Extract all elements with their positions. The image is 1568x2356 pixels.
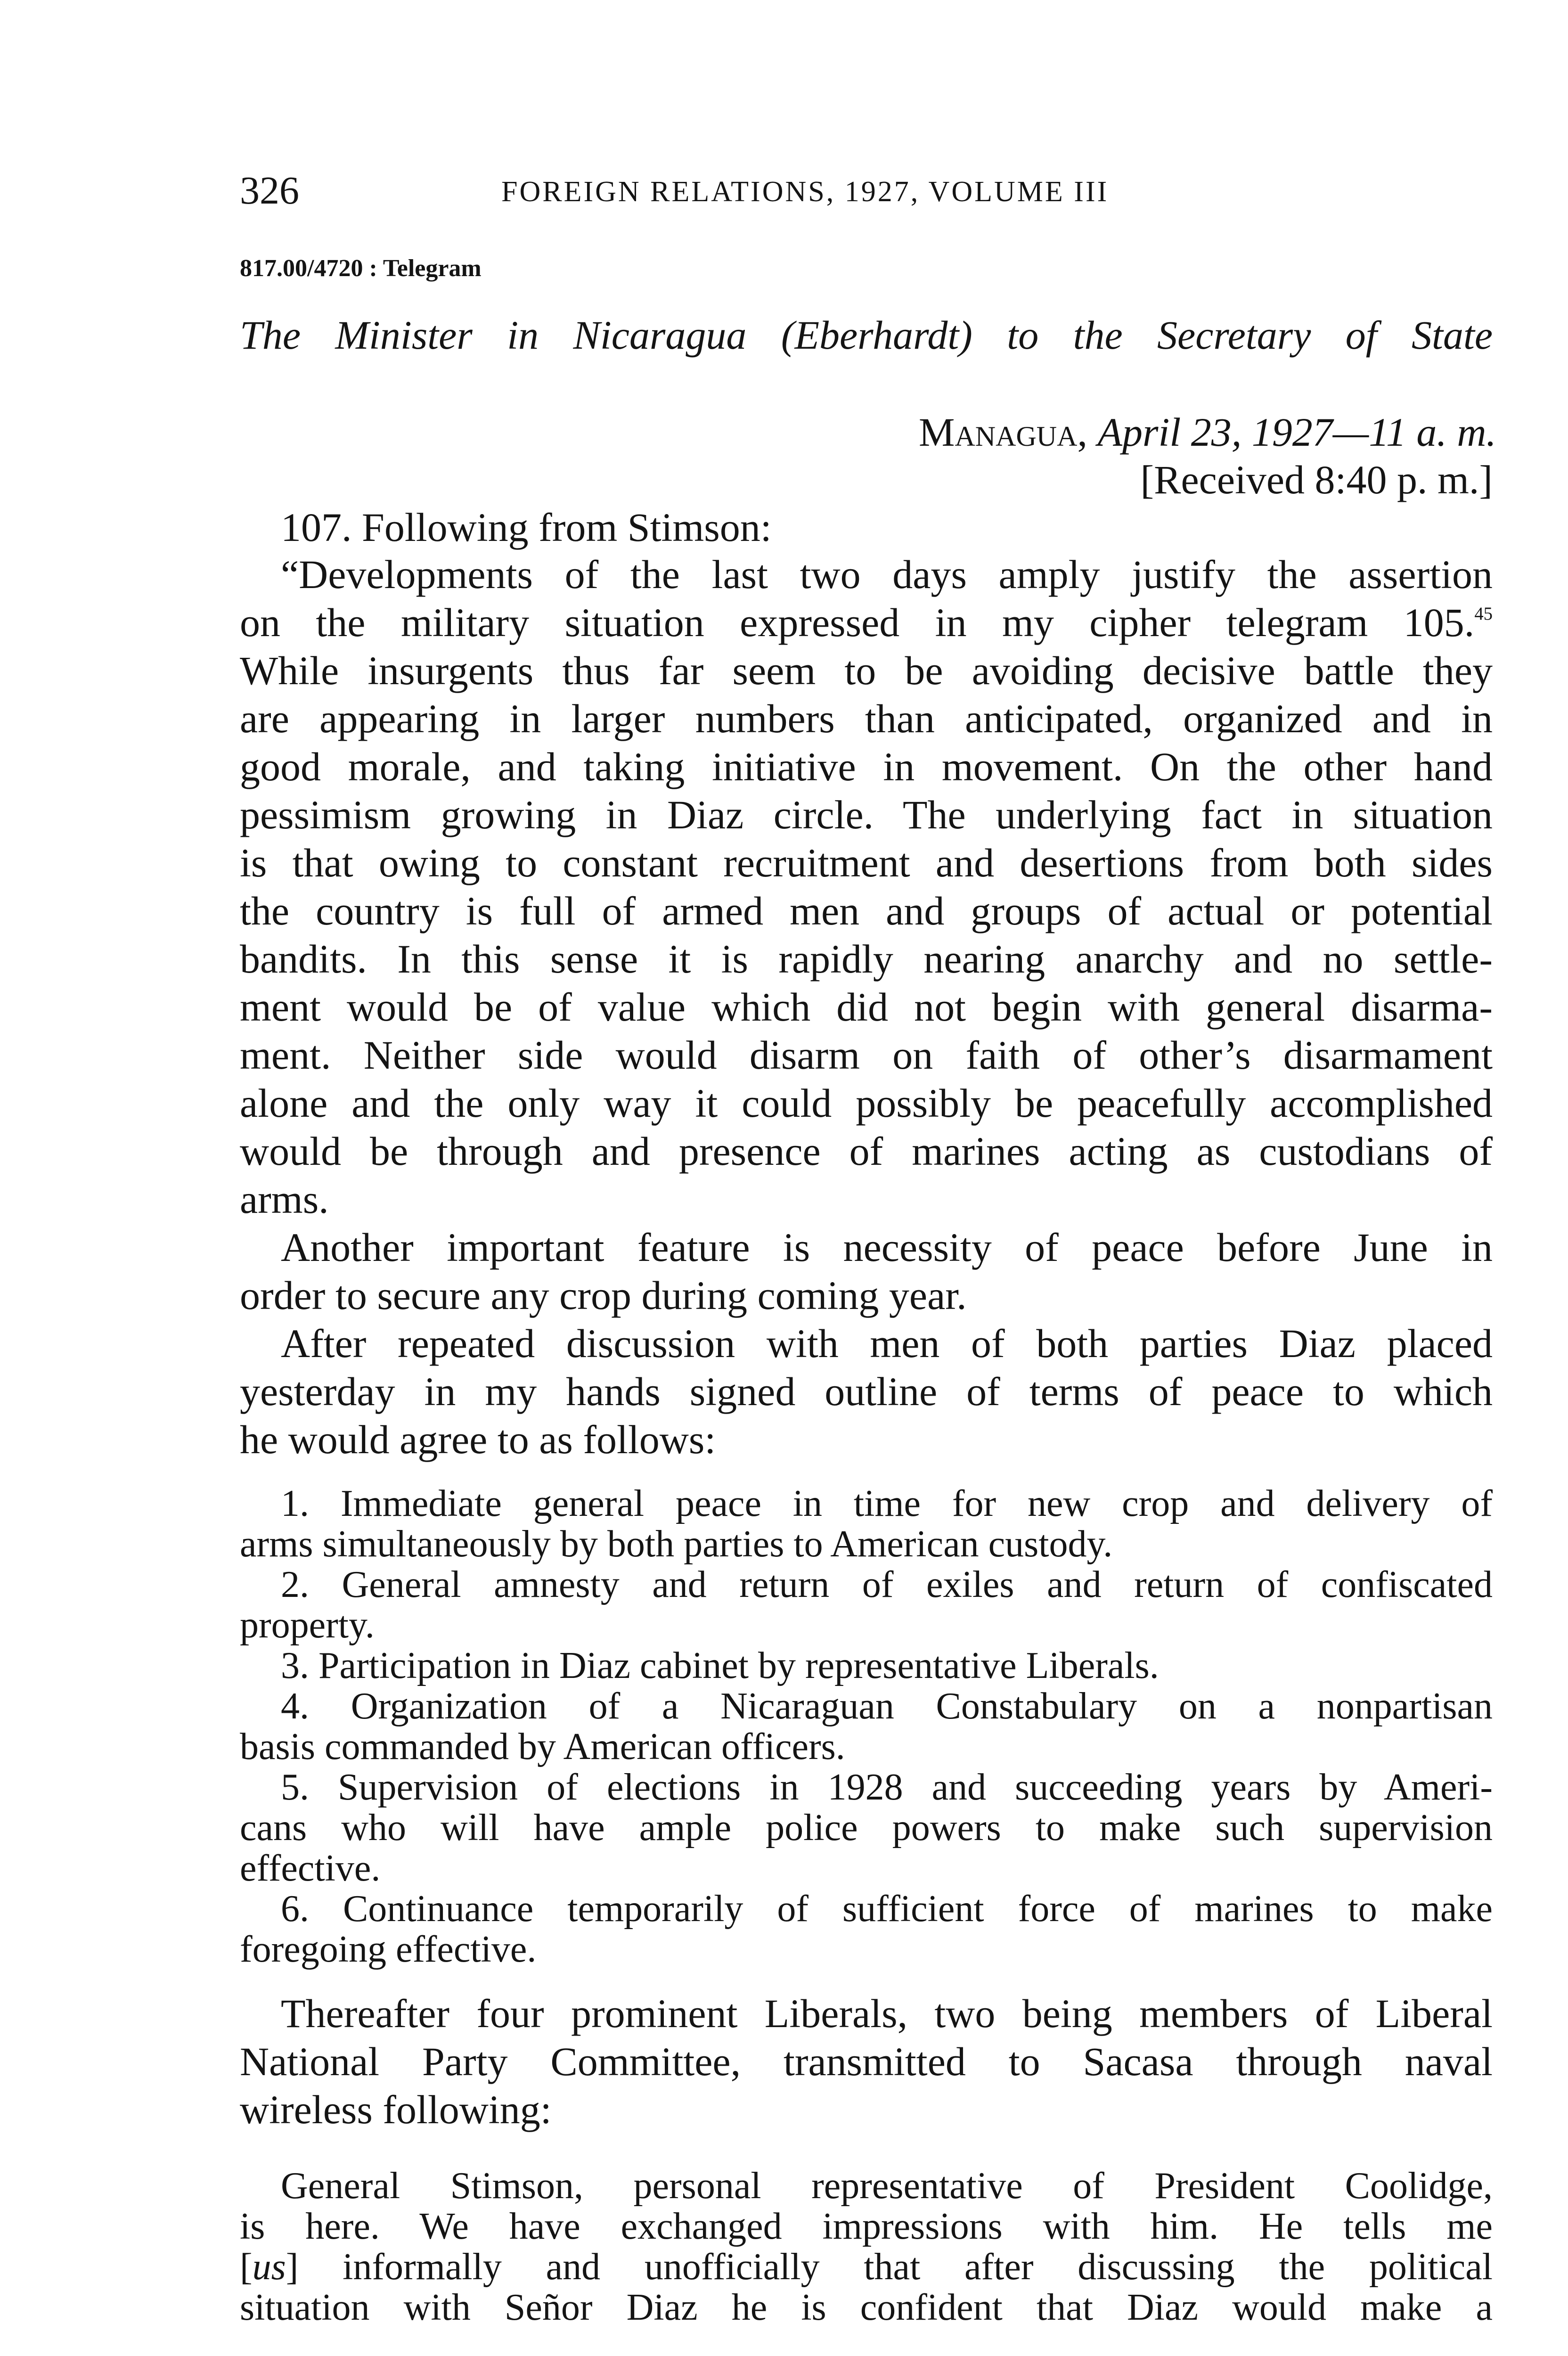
title-recipient: to the Secretary of State — [1007, 312, 1493, 358]
body-line-18: After repeated discussion with men of both parties Diaz placed — [281, 1321, 1493, 1366]
body-line-2: “Developments of the last two days amply justify the assertion — [281, 552, 1493, 597]
bracket-open: [ — [240, 2246, 253, 2288]
term-6-line-2: foregoing effective. — [240, 1929, 537, 1970]
body-line-16: Another important feature is necessity of peace before June in — [281, 1225, 1493, 1270]
term-1-line-1: 1. Immediate general peace in time for new crop and delivery of — [281, 1483, 1493, 1524]
after-line-3: wireless following: — [240, 2087, 552, 2132]
running-title: FOREIGN RELATIONS, 1927, VOLUME III — [501, 176, 1109, 208]
term-2-line-1: 2. General amnesty and return of exiles and return of confiscated — [281, 1564, 1493, 1605]
page-number: 326 — [240, 169, 299, 213]
quote-line-3 — [240, 2247, 1493, 2288]
body-line-5: are appearing in larger numbers than anticipated, organized and in — [240, 696, 1493, 741]
file-reference: 817.00/4720 : Telegram — [240, 255, 482, 282]
title-sender-name: (Eberhardt) — [781, 312, 972, 358]
footnote-reference: 45 — [1474, 604, 1493, 624]
body-line-17: order to secure any crop during coming year. — [240, 1273, 967, 1318]
term-5-line-3: effective. — [240, 1848, 381, 1889]
term-2-line-2: property. — [240, 1604, 375, 1646]
body-line-9: the country is full of armed men and groups of actual or potential — [240, 888, 1493, 933]
term-4-line-2: basis commanded by American officers. — [240, 1726, 845, 1767]
body-line-20: he would agree to as follows: — [240, 1417, 716, 1462]
body-line-10: bandits. In this sense it is rapidly nearing anarchy and no settle- — [240, 936, 1493, 982]
term-3-line-1: 3. Participation in Diaz cabinet by representative Liberals. — [281, 1645, 1159, 1686]
quote-line-4: situation with Señor Diaz he is confident that Diaz would make a — [240, 2287, 1493, 2328]
term-4-line-1: 4. Organization of a Nicaraguan Constabulary on a nonpartisan — [281, 1685, 1493, 1727]
body-line-8: is that owing to constant recruitment and desertions from both sides — [240, 840, 1493, 885]
dateline-date: April 23, 1927—11 a. m. — [1097, 409, 1496, 455]
title-sender: The Minister in Nicaragua — [240, 312, 747, 358]
body-line-1: 107. Following from Stimson: — [281, 505, 772, 550]
quote-line-3-rest: ] informally and unofficially that after discussing the political — [286, 2246, 1493, 2288]
dateline — [919, 408, 1496, 456]
received-note: [Received 8:40 p. m.] — [1140, 457, 1493, 502]
body-line-12: ment. Neither side would disarm on faith of other’s disarmament — [240, 1032, 1493, 1078]
body-line-6: good morale, and taking initiative in movement. On the other hand — [240, 744, 1493, 789]
body-line-13: alone and the only way it could possibly be peacefully accomplished — [240, 1080, 1493, 1126]
dateline-place: Managua, — [919, 409, 1087, 455]
body-line-15: arms. — [240, 1177, 329, 1222]
after-line-2: National Party Committee, transmitted to Sacasa through naval — [240, 2039, 1493, 2084]
after-line-1: Thereafter four prominent Liberals, two being members of Liberal — [281, 1991, 1493, 2036]
body-line-11: ment would be of value which did not begin with general disarma- — [240, 984, 1493, 1030]
document-title — [240, 311, 1493, 359]
body-line-3-text: on the military situation expressed in my cipher telegram 105. — [240, 600, 1475, 645]
term-1-line-2: arms simultaneously by both parties to American custody. — [240, 1523, 1113, 1565]
body-line-19: yesterday in my hands signed outline of terms of peace to which — [240, 1369, 1493, 1414]
body-line-14: would be through and presence of marines acting as custodians of — [240, 1129, 1493, 1174]
body-line-4: While insurgents thus far seem to be avoiding decisive battle they — [240, 648, 1493, 693]
body-line-3 — [240, 598, 1493, 646]
quote-line-1: General Stimson, personal representative of President Coolidge, — [281, 2165, 1493, 2207]
term-5-line-1: 5. Supervision of elections in 1928 and succeeding years by Ameri- — [281, 1767, 1493, 1808]
quote-us: us — [252, 2246, 286, 2288]
body-line-7: pessimism growing in Diaz circle. The underlying fact in situation — [240, 792, 1493, 837]
term-5-line-2: cans who will have ample police powers to make such supervision — [240, 1807, 1493, 1849]
quote-line-2: is here. We have exchanged impressions with him. He tells me — [240, 2206, 1493, 2247]
term-6-line-1: 6. Continuance temporarily of sufficient force of marines to make — [281, 1888, 1493, 1930]
